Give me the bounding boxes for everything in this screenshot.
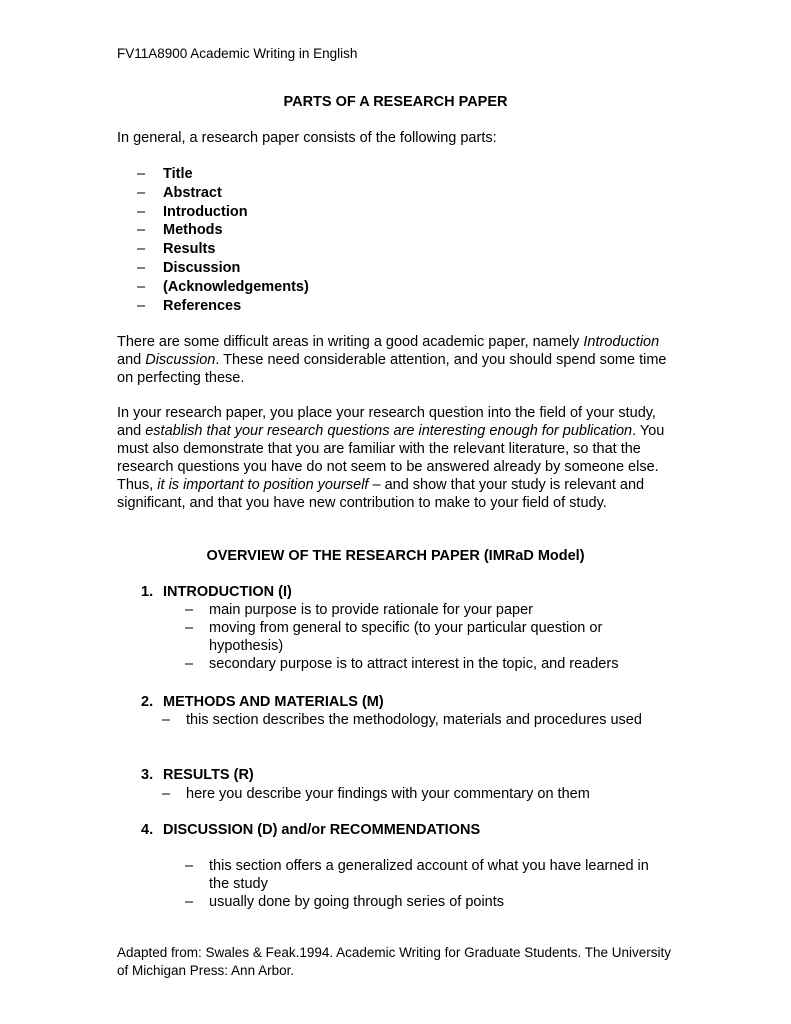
list-item: – this section offers a generalized account of what you have learned in the study [185,858,649,892]
list-item: – main purpose is to provide rationale for your paper [185,602,534,618]
section-heading-discussion: 4. DISCUSSION (D) and/or RECOMMENDATIONS [141,822,481,838]
list-item: – moving from general to specific (to your particular question or hypothesis) [185,620,603,654]
section-heading-introduction: 1. INTRODUCTION (I) [141,584,292,600]
list-item: – References [137,297,242,314]
list-item: – Methods [137,222,223,239]
list-item: – here you describe your findings with your commentary on them [162,786,590,802]
paragraph-difficult-areas: There are some difficult areas in writing a good academic paper, namely Introduction and Discussion. These need considerable attention, and you should spend some time on perfecting these. [117,334,667,386]
section-heading-methods: 2. METHODS AND MATERIALS (M) [141,694,384,710]
paragraph-research-question: In your research paper, you place your research question into the field of your study, and establish that your research questions are interesting enough for publication. You must also demonstrate that you are familiar with the relevant literature, so that the research questions you have do not seem to be answered already by someone else. Thus, it is important to position yourself – and show that your study is relevant and significant, and that you have new contribution to make to your field of study. [117,405,665,511]
introduction-bullets [185,601,655,673]
source-citation: Adapted from: Swales & Feak.1994. Academic Writing for Graduate Students. The University of Michigan Press: Ann Arbor. [117,945,672,978]
list-item: – (Acknowledgements) [137,278,309,295]
parts-list [137,165,309,315]
section-heading-results: 3. RESULTS (R) [141,767,254,783]
methods-bullets [162,711,642,729]
list-item: – this section describes the methodology, materials and procedures used [162,712,642,728]
list-item: – secondary purpose is to attract interest in the topic, and readers [185,656,619,672]
list-item: – Title [137,166,193,182]
overview-title: OVERVIEW OF THE RESEARCH PAPER (IMRaD Model) [206,548,585,564]
page-title: PARTS OF A RESEARCH PAPER [283,94,508,110]
intro-text: In general, a research paper consists of the following parts: [117,130,497,146]
list-item: – Abstract [137,184,222,201]
list-item: – usually done by going through series of points [185,894,505,910]
page-header: FV11A8900 Academic Writing in English [117,46,358,61]
list-item: – Results [137,241,216,258]
list-item: – Discussion [137,259,241,276]
discussion-bullets [185,857,655,911]
results-bullets [162,785,642,803]
list-item: – Introduction [137,203,248,220]
